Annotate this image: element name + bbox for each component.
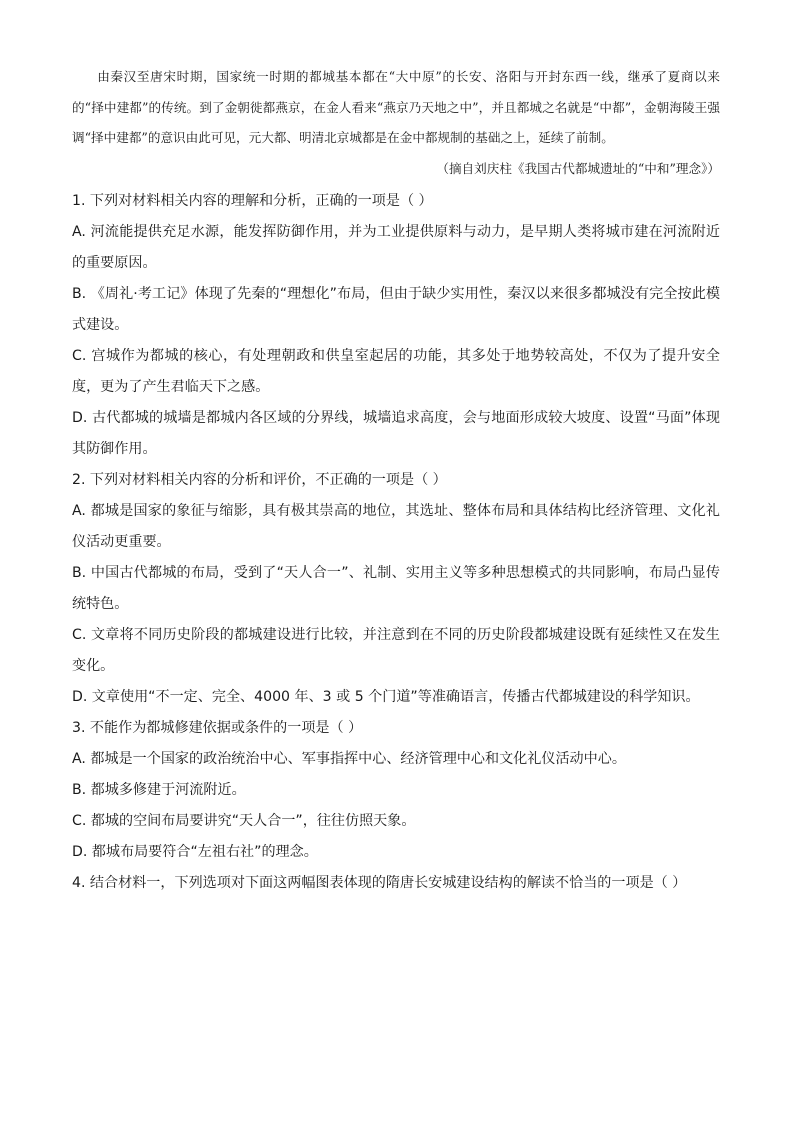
question-stem: 3. 不能作为都城修建依据或条件的一项是（ ） [72,720,363,736]
option-d: D. 都城布局要符合“左祖右社”的理念。 [72,844,318,860]
option-d: D. 文章使用“不一定、完全、4000 年、3 或 5 个门道”等准确语言，传播古代都城建设的科学知识。 [72,689,700,705]
question-3 [72,713,720,868]
passage-source: （摘自刘庆柱《我国古代都城遗址的“中和”理念》） [436,160,720,176]
question-stem: 4. 结合材料一，下列选项对下面这两幅图表体现的隋唐长安城建设结构的解读不恰当的一项是（ ） [72,875,687,891]
option-a: A. 河流能提供充足水源，能发挥防御作用，并为工业提供原料与动力，是早期人类将城市建在河流附近的重要原因。 [72,224,720,271]
option-c: C. 文章将不同历史阶段的都城建设进行比较，并注意到在不同的历史阶段都城建设既有延续性又在发生变化。 [72,627,720,674]
option-b: B. 中国古代都城的布局，受到了“天人合一”、礼制、实用主义等多种思想模式的共同影响，布局凸显传统特色。 [72,565,720,612]
passage-paragraph: 由秦汉至唐宋时期，国家统一时期的都城基本都在“大中原”的长安、洛阳与开封东西一线，继承了夏商以来的“择中建都”的传统。到了金朝徙都燕京，在金人看来“燕京乃天地之中”，并且都城之名就是“中都”，金朝海陵王强调“择中建都”的意识由此可见，元大都、明清北京城都是在金中都规制的基础之上，延续了前制。 [72,69,720,145]
question-4 [72,868,720,899]
option-a: A. 都城是国家的象征与缩影，具有极其崇高的地位，其选址、整体布局和具体结构比经济管理、文化礼仪活动更重要。 [72,503,720,550]
question-1 [72,186,720,465]
option-d: D. 古代都城的城墙是都城内各区域的分界线，城墙追求高度，会与地面形成较大坡度、设置“马面”体现其防御作用。 [72,410,720,457]
option-c: C. 都城的空间布局要讲究“天人合一”，往往仿照天象。 [72,813,416,829]
option-c: C. 宫城作为都城的核心，有处理朝政和供皇室起居的功能，其多处于地势较高处，不仅为了提升安全度，更为了产生君临天下之感。 [72,348,720,395]
option-b: B. 《周礼·考工记》体现了先秦的“理想化”布局，但由于缺少实用性，秦汉以来很多都城没有完全按此模式建设。 [72,286,720,333]
question-2 [72,465,720,713]
option-b: B. 都城多修建于河流附近。 [72,782,246,798]
question-stem: 1. 下列对材料相关内容的理解和分析，正确的一项是（ ） [72,193,433,209]
option-a: A. 都城是一个国家的政治统治中心、军事指挥中心、经济管理中心和文化礼仪活动中心。 [72,751,626,767]
document-content [72,62,720,899]
question-stem: 2. 下列对材料相关内容的分析和评价，不正确的一项是（ ） [72,472,447,488]
